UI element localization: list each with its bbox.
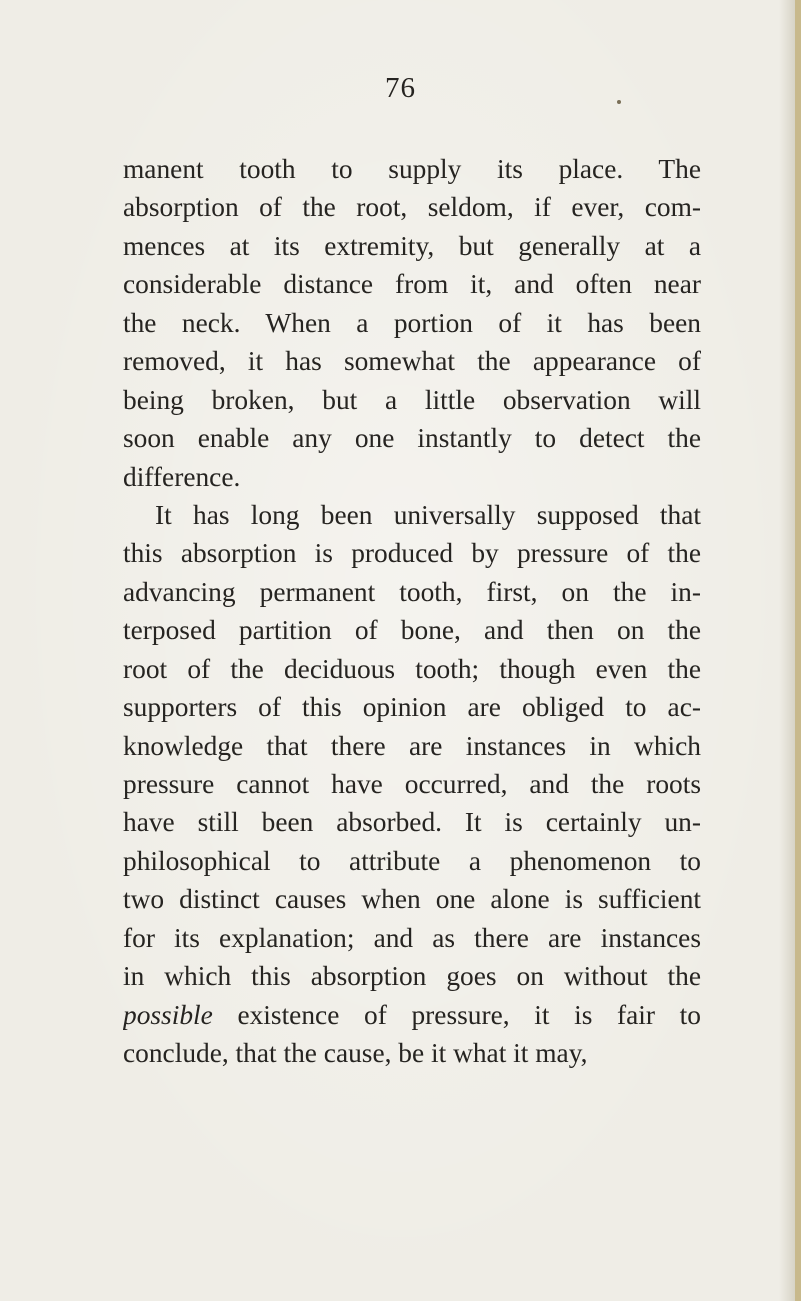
text-line: absorption of the root, seldom, if ever, com- bbox=[123, 192, 701, 223]
page-edge bbox=[795, 0, 801, 1301]
text-line: soon enable any one instantly to detect the bbox=[123, 423, 701, 454]
text-line: root of the deciduous tooth; though even the bbox=[123, 653, 701, 684]
text-line-with-italic bbox=[123, 996, 701, 1034]
text-line: advancing permanent tooth, first, on the in- bbox=[123, 576, 701, 607]
text-line: terposed partition of bone, and then on the bbox=[123, 615, 701, 646]
text-line: in which this absorption goes on without the bbox=[123, 961, 701, 992]
text-line: manent tooth to supply its place. The bbox=[123, 154, 701, 184]
text-line: mences at its extremity, but generally at a bbox=[123, 230, 701, 261]
text-line: philosophical to attribute a phenomenon to bbox=[123, 845, 701, 876]
text-line: the neck. When a portion of it has been bbox=[123, 307, 701, 338]
paragraph-start-line: It has long been universally supposed that bbox=[155, 499, 701, 530]
text-line: this absorption is produced by pressure of the bbox=[123, 538, 701, 569]
text-line: knowledge that there are instances in which bbox=[123, 730, 701, 761]
text-line: have still been absorbed. It is certainly un- bbox=[123, 807, 701, 838]
text-line: removed, it has somewhat the appearance of bbox=[123, 346, 701, 377]
paragraph-end-line: difference. bbox=[123, 461, 241, 492]
page-number: 76 bbox=[385, 72, 416, 104]
text-line-remainder: existence of pressure, it is fair to bbox=[237, 999, 701, 1030]
text-line: two distinct causes when one alone is sufficient bbox=[123, 884, 701, 915]
text-line: supporters of this opinion are obliged to ac- bbox=[123, 692, 701, 723]
italic-word: possible bbox=[123, 999, 213, 1030]
body-text bbox=[123, 150, 701, 1073]
text-line: conclude, that the cause, be it what it may, bbox=[123, 1038, 588, 1069]
text-line: considerable distance from it, and often near bbox=[123, 269, 701, 300]
text-line: for its explanation; and as there are instances bbox=[123, 922, 701, 953]
text-line: pressure cannot have occurred, and the roots bbox=[123, 769, 701, 799]
text-line: being broken, but a little observation will bbox=[123, 384, 701, 415]
